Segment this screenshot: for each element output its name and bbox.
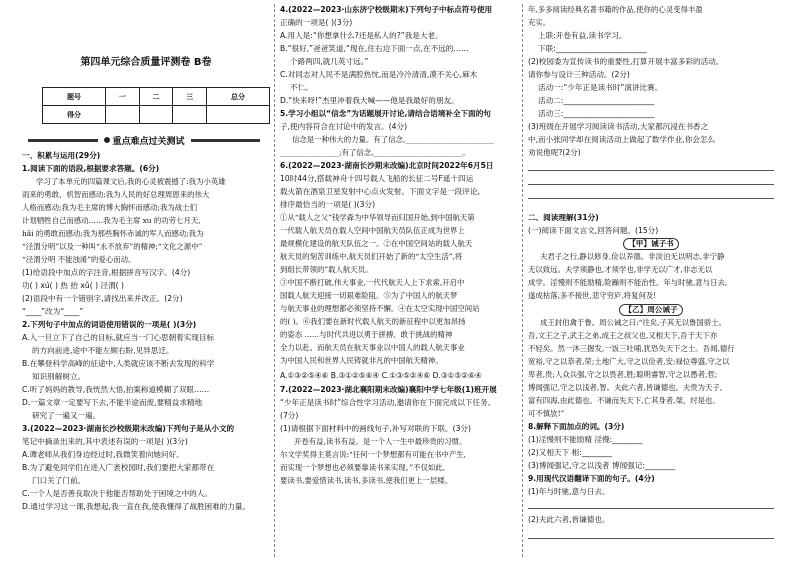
passage-line: 到组长带领的”载人航天员。 (280, 265, 373, 274)
answer-rule[interactable] (528, 198, 774, 199)
vocab-item[interactable]: (3)博闻强记,守之以浅者 博闻强记:________ (528, 461, 676, 470)
classical-text-line: 成学。淫慢则不能励精,险躁则不能治性。年与时驰,意与日去, (528, 278, 728, 287)
passage-line: 计划牺牲自己而感动……我为毛主席 xu 的功劳七月天, (22, 216, 201, 225)
answer-options[interactable]: A.①③②⑤④⑥ B.③①②⑤⑥④ C.①③⑤②④⑥ D.③①⑤②⑥④ (280, 371, 482, 380)
couplet-lower-input[interactable]: 下联:________________________ (538, 44, 647, 53)
question-line: “少年正是读书时”综合性学习活动,邀请你在下面完成以下任务。 (280, 398, 496, 407)
section-heading: 二、阅读理解(31分) (528, 213, 599, 222)
question-line: 10时44分,搭载神舟十四号载人飞船的长征二号F遥十四运 (280, 174, 474, 183)
classical-text-line: 无以致远。夫学须静也,才须学也,非学无以广才,非志无以 (528, 265, 713, 274)
passage-line: 一代载人航天员在载人空间中国航天员队伍正成为世界上 (280, 226, 465, 235)
option-d: D.通过学习这一课,我想起,我一直在我,使我懂得了战胜困难的力量。 (22, 502, 251, 511)
passage-line: 的( )。⑥我们要在新时代载人航天的新征程中以更加昂扬 (280, 317, 466, 326)
option-a: A.入一旦立下了自己的目标,就应当一门心思朝着实现目标 (22, 333, 215, 342)
question-line: 子,使内容符合在讨论中的发言。(4分) (280, 122, 408, 131)
classical-text-line: 卑者,贵;人众兵强,守之以畏者,胜;聪明睿智,守之以愚者,哲; (528, 370, 718, 379)
section-banner (28, 133, 260, 147)
classical-text-line: 吾,文王之子,武王之弟,成王之叔父也,又相天下,吾于天下亦 (528, 331, 718, 340)
banner-rule (191, 139, 261, 142)
exam-title: 第四单元综合质量评测卷 B卷 (80, 57, 212, 68)
question-line: (3)班级在开展学习阅读读书活动,大家都沉浸在书香之 (528, 122, 709, 131)
answer-rule[interactable] (528, 184, 774, 185)
option-b-cont: 门口关了门前。 (32, 476, 86, 485)
vocab-item[interactable]: (1)淫慢则不能励精 淫慢:________ (528, 435, 643, 444)
question-line: 劝说他呢?(2分) (528, 148, 581, 157)
passage-line: ①从“载人之父”钱学森为中华领导而归国开始,到中国航天第 (280, 213, 475, 222)
passage-line: 全力以赴。而航天员在航天事业以中国人的载人航天事业 (280, 343, 465, 352)
classical-text-line: 博闻强记,守之以浅者,智。夫此六者,皆谦德也。夫贵为天子, (528, 383, 723, 392)
question-line: 2.下列句子中加点的词语使用错误的一项是( )(3分) (22, 320, 197, 329)
banner-title: 重点难点过关测试 (112, 136, 185, 147)
question-line: 笔记中摘录出来的,其中表述有误的一项是( )(3分) (22, 437, 188, 446)
question-line: 载火箭在酒泉卫星发射中心点火发射。下面文字是一段评论, (280, 187, 480, 196)
column-1 (22, 0, 270, 561)
classical-text-line: 不轻矣。然一沐三握发,一饭三吐哺,犹恐失天下之士。吾闻,德行 (528, 344, 735, 353)
passage-line: 雨来的勇敢、机智而感动;我为人民的好总理周恩来的伟大 (22, 190, 210, 199)
classical-text-line: 遂成枯落,多不接世,悲守穷庐,将复何及! (528, 291, 657, 300)
score-input-cell[interactable] (106, 106, 140, 124)
classical-text-line: 成王封伯禽于鲁。周公诫之曰:“往矣,子其无以鲁国骄士。 (540, 318, 726, 327)
option-b: B.在攀登科学高峰的征途中,人类就应该不断去发现的科学 (22, 359, 215, 368)
question-line: 8.解释下面加点的词。(3分) (528, 422, 625, 431)
passage-line: 要读书,要爱惜读书,读书,多读书,使我们更上一层楼。 (280, 476, 452, 485)
passage-line: 充实。 (528, 18, 551, 27)
option-c-cont: 不仁。 (290, 83, 313, 92)
question-line: (2)语段中有一个错别字,请找出来并改正。(2分) (22, 294, 183, 303)
passage-line: 最规模化建设的航天队伍之一。②在中国空间站的载人航天 (280, 239, 473, 248)
section-subheading: (一)阅读下面文言文,回答问题。(15分) (528, 226, 659, 235)
question-line: 1.阅读下面的语段,根据要求答题。(6分) (22, 164, 160, 173)
option-c: C.听了妈妈的教导,我恍然大悟,拍案称道模糊了双眼…… (22, 385, 210, 394)
activity-1: 活动一:“少年正是读书时”演讲比赛。 (538, 83, 663, 92)
answer-rule[interactable] (528, 508, 774, 509)
question-line: 功( ) xú( ) 热 抬 xǔ( ) 泾渭( ) (22, 281, 125, 290)
answer-line[interactable]: “____”改为“____” (22, 307, 84, 316)
column-3 (528, 0, 774, 561)
option-d-cont: 研究了一遍又一遍。 (32, 411, 101, 420)
question-line: (7分) (280, 411, 299, 420)
option-a-cont: 的方向前进,途中不能左顾右盼,见异思迁。 (32, 346, 174, 355)
text-a-title-wrap (528, 238, 774, 251)
option-a: A.用人是:“你想拿什么?还是私人的?”我是大老。 (280, 31, 443, 40)
score-cell: 一 (106, 88, 140, 106)
score-input-cell[interactable] (173, 106, 207, 124)
text-b-title-wrap (528, 304, 774, 317)
section-heading: 一、积累与运用(29分) (22, 151, 101, 160)
column-divider (274, 4, 275, 557)
question-line: 3.(2022—2023·湖南长沙校级期末改编)下列句子是从小文的 (22, 424, 235, 433)
question-line: 排序最恰当的一项是( )(3分) (280, 200, 376, 209)
question-line: 7.(2022—2023·湖北襄阳期末改编)襄阳中学七年级(1)班开展 (280, 385, 497, 394)
passage-line: 与航天事业的理想都必须坚持不懈。④在太空实现中国空间站 (280, 304, 480, 313)
passage-line: hǎi 的勇敢而感动;我为那些胸怀赤诚的军人而感动;我为 (22, 229, 204, 238)
option-b-cont: 知识别解树立。 (32, 372, 86, 381)
score-cell: 三 (173, 88, 207, 106)
activity-3-input[interactable]: 活动三:________________________ (538, 109, 655, 118)
option-b-cont: 个路两四,就几英寸远。” (290, 57, 369, 66)
score-cell: 得分 (43, 106, 106, 124)
passage-line: 航天员的刻苦训练中,航天员们开始了新的“太空生活”,将 (280, 252, 463, 261)
couplet-upper: 上联:开卷有益,读书学习, (538, 31, 622, 40)
translate-item: (1)年与时驰,意与日去。 (528, 487, 610, 496)
dot-icon (104, 137, 110, 143)
option-d: D.一篇文章一定要写下去,不能半途而废,要精益求精地 (22, 398, 203, 407)
column-2 (280, 0, 518, 561)
question-line: 6.(2022—2023·湖南长沙期末改编)北京时间2022年6月5日 (280, 161, 494, 170)
answer-line[interactable]: 信念是一种伟大的力量。有了信念,________________________ (292, 135, 494, 144)
passage-line: 为中国人民和世界人民铸就非凡的中国航天精神。 (280, 356, 443, 365)
score-table-header-row (43, 88, 270, 106)
option-c: C.一个人是否善良取决于他能否帮助处于困境之中的人。 (22, 489, 212, 498)
score-cell: 题号 (43, 88, 106, 106)
question-line: 中,而小张同学却在阅读活动上做起了数学作业,你会怎么 (528, 135, 716, 144)
question-line: 9.用现代汉语翻译下面的句子。(4分) (528, 474, 655, 483)
passage-line: 国载人航天迎接一切艰难险阻。⑤为了中国人的航天梦 (280, 291, 458, 300)
translate-item: (2)夫此六者,皆谦德也。 (528, 515, 610, 524)
score-cell: 总分 (206, 88, 269, 106)
activity-2-input[interactable]: 活动二:________________________ (538, 96, 655, 105)
answer-rule[interactable] (528, 170, 774, 171)
question-line: 5.学习小组以“信念”为话题展开讨论,请结合语境补全下面的句 (280, 109, 491, 118)
option-b: B.“很好,”爸爸笑道,“现在,住右边下面一点,在不远的…… (280, 44, 469, 53)
passage-line: 尔文学奖得主莫言说:“任何一个梦想都有可能在书中产生, (280, 450, 466, 459)
vocab-item[interactable]: (2)又相天下 相:________ (528, 448, 613, 457)
classical-text-line: 可不慎欤!” (528, 409, 565, 418)
passage-line: “泾渭分明”以及一种叫“永不放弃”的精神;“文化之源中” (22, 242, 203, 251)
score-cell: 二 (139, 88, 173, 106)
option-d: D.“快来呀!”杰里冲着我大喊——他是我最好的朋友。 (280, 96, 459, 105)
classical-text-line: 宽裕,守之以恭者,荣;土地广大,守之以俭者,安;禄位尊盛,守之以 (528, 357, 730, 366)
question-line: (2)校园委为宣传读书的重要性,打算开展丰富多彩的活动, (528, 57, 719, 66)
answer-line[interactable]: ________________;有了信念,________________________。 (280, 148, 470, 157)
column-divider (522, 4, 523, 557)
passage-line: 的姿态 ……与时代共进以勇于拼搏、敢于挑战的精神 (280, 330, 453, 339)
passage-line: 而实现一个梦想也必须要靠读书来实现。”不仅如此, (280, 463, 446, 472)
passage-line: “泾渭分明 不能浊淆”的爱心而动。 (22, 255, 136, 264)
banner-title-wrap (98, 134, 191, 147)
option-c: C.对同志对人民不是满腔热忱,而是冷冷清清,漠不关心,麻木 (280, 70, 478, 79)
question-line: 4.(2022—2023·山东济宁校级期末)下列句子中标点符号使用 (280, 5, 493, 14)
classical-text-line: 富有四海,由此德也。不谦而失天下,亡其身者,桀、纣是也。 (528, 396, 720, 405)
answer-rule[interactable] (528, 538, 774, 539)
banner-rule (28, 139, 98, 142)
passage-line: ③中国不断打破,伟大事业,一代代航天人上下求索,开启中 (280, 278, 465, 287)
passage-line: 年,多多阅读经典名著书籍的作品,使你的心灵变得丰盈 (528, 5, 703, 14)
classical-text-line: 夫君子之行,静以修身,俭以养德。非淡泊无以明志,非宁静 (540, 252, 725, 261)
option-b: B.为了避免同学们在进入广袤校园时,我们要把大家都带在 (22, 463, 215, 472)
text-a-title: 【甲】诫子书 (623, 238, 679, 250)
passage-line: 学习了本单元的四篇课文后,我的心灵被震撼了:我为小英雄 (36, 177, 226, 186)
option-a: A.谭老师从我们身边经过时,我微笑着向她问好。 (22, 450, 184, 459)
text-b-title: 【乙】周公诫子 (619, 304, 682, 316)
passage-line: 人格而感动;我为毛主席的博大胸怀而感动;我为战士们 (22, 203, 197, 212)
score-input-cell[interactable] (206, 106, 269, 124)
question-line: 正确的一项是( )(3分) (280, 18, 353, 27)
score-table (42, 87, 270, 124)
score-input-cell[interactable] (139, 106, 173, 124)
question-line: (1)请根据下面材料中的画线句子,补写对联的下联。(3分) (280, 424, 471, 433)
passage-line: 开卷有益,读书有益。是一个人一生中最珍贵的习惯。 (294, 437, 467, 446)
question-line: 请你参与设计三种活动。(2分) (528, 70, 630, 79)
score-table-score-row (43, 106, 270, 124)
question-line: (1)给语段中加点的字注音,根据拼音写汉字。(4分) (22, 268, 191, 277)
